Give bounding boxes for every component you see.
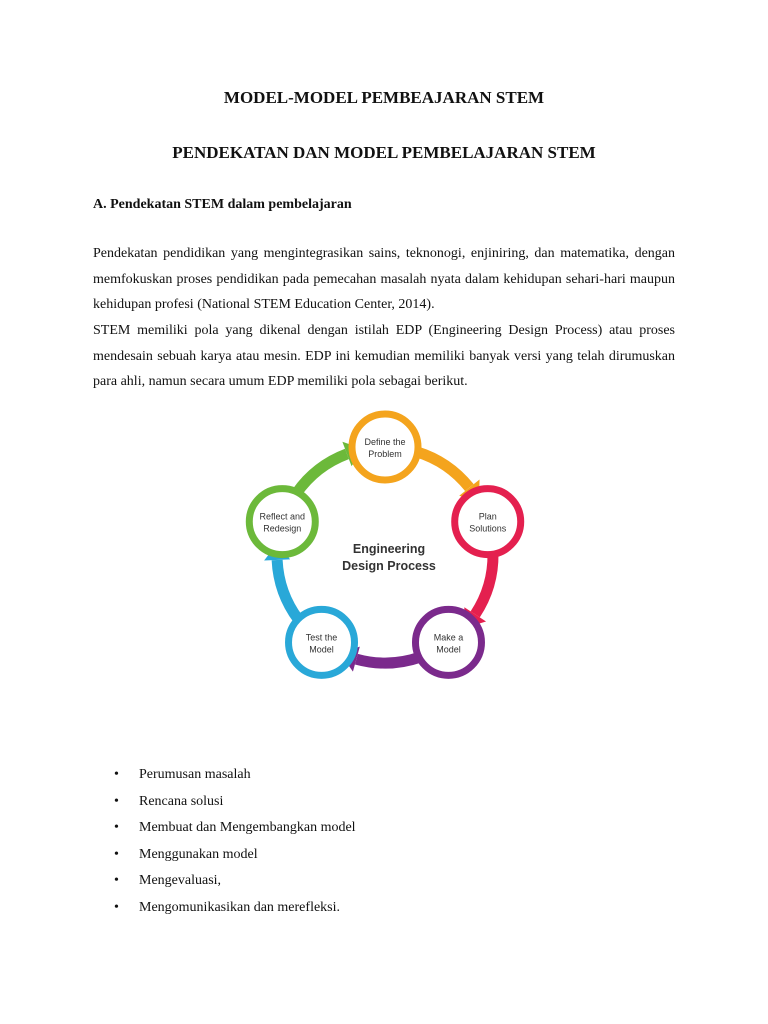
cycle-node-label-line2: Problem	[368, 449, 402, 459]
cycle-node-label-line1: Plan	[478, 511, 497, 522]
page-subtitle: PENDEKATAN DAN MODEL PEMBELAJARAN STEM	[172, 143, 596, 162]
diagram-center-label-line1: Engineering	[352, 542, 426, 556]
diagram-center-label-line2: Design Process	[342, 559, 436, 573]
bullet-icon: •	[114, 767, 119, 782]
paragraph-intro: Pendekatan pendidikan yang mengintegrasikan sains, teknonogi, enjiniring, dan matematika, dengan memfokuskan proses pendidikan pada pemecahan masalah nyata dalam kehidupan sehari-hari maupun kehidupan profesi (National STEM Education Center, 2014).	[93, 246, 675, 312]
list-item-text: Rencana solusi	[139, 793, 224, 809]
cycle-node	[415, 609, 481, 675]
list-item	[114, 898, 356, 925]
cycle-node-label-line1: Reflect and	[259, 511, 306, 522]
bullet-icon: •	[114, 820, 119, 835]
list-item-text: Perumusan masalah	[139, 767, 251, 782]
list-item-text: Mengomunikasikan dan merefleksi.	[139, 899, 341, 915]
list-item	[114, 845, 356, 872]
list-item	[114, 792, 356, 819]
cycle-node-label-line1: Test the	[305, 632, 338, 643]
list-item-text: Menggunakan model	[139, 846, 258, 862]
cycle-arrow-shaft	[297, 454, 347, 493]
cycle-node-label-line2: Model	[436, 644, 461, 655]
cycle-node-label-line2: Solutions	[469, 523, 507, 534]
cycle-node-label-line2: Redesign	[263, 523, 302, 534]
cycle-arrow-shaft	[417, 452, 469, 488]
page-title: MODEL-MODEL PEMBEAJARAN STEM	[223, 88, 545, 107]
list-item	[114, 765, 356, 792]
cycle-node	[352, 414, 418, 480]
section-heading: A. Pendekatan STEM dalam pembelajaran	[93, 197, 352, 212]
bullet-icon: •	[114, 793, 119, 809]
list-item	[114, 871, 356, 898]
edp-cycle-svg	[240, 410, 530, 700]
edp-steps-list	[114, 765, 356, 924]
cycle-arrow-shaft	[277, 560, 298, 620]
cycle-node	[455, 489, 521, 555]
bullet-icon: •	[114, 873, 119, 888]
cycle-node-label-line1: Define the	[364, 437, 406, 447]
cycle-arrow-shaft	[475, 553, 493, 614]
cycle-node-circle	[352, 414, 418, 480]
list-item-text: Mengevaluasi,	[139, 873, 222, 888]
cycle-node	[249, 489, 315, 555]
bullet-icon: •	[114, 899, 119, 915]
cycle-node-label-line1: Make a	[433, 632, 464, 643]
cycle-node-label-line2: Model	[309, 644, 334, 655]
cycle-node	[289, 609, 355, 675]
paragraph-edp: STEM memiliki pola yang dikenal dengan istilah EDP (Engineering Design Process) atau proses mendesain sebuah karya atau mesin. EDP ini kemudian memiliki banyak versi yang telah dirumuskan para ahli, namun secara umum EDP memiliki pola sebagai berikut.	[93, 323, 675, 389]
bullet-icon: •	[114, 846, 119, 862]
list-item-text: Membuat dan Mengembangkan model	[139, 820, 356, 835]
list-item	[114, 818, 356, 845]
cycle-arrow-shaft	[356, 657, 419, 663]
edp-cycle-diagram	[240, 410, 530, 700]
